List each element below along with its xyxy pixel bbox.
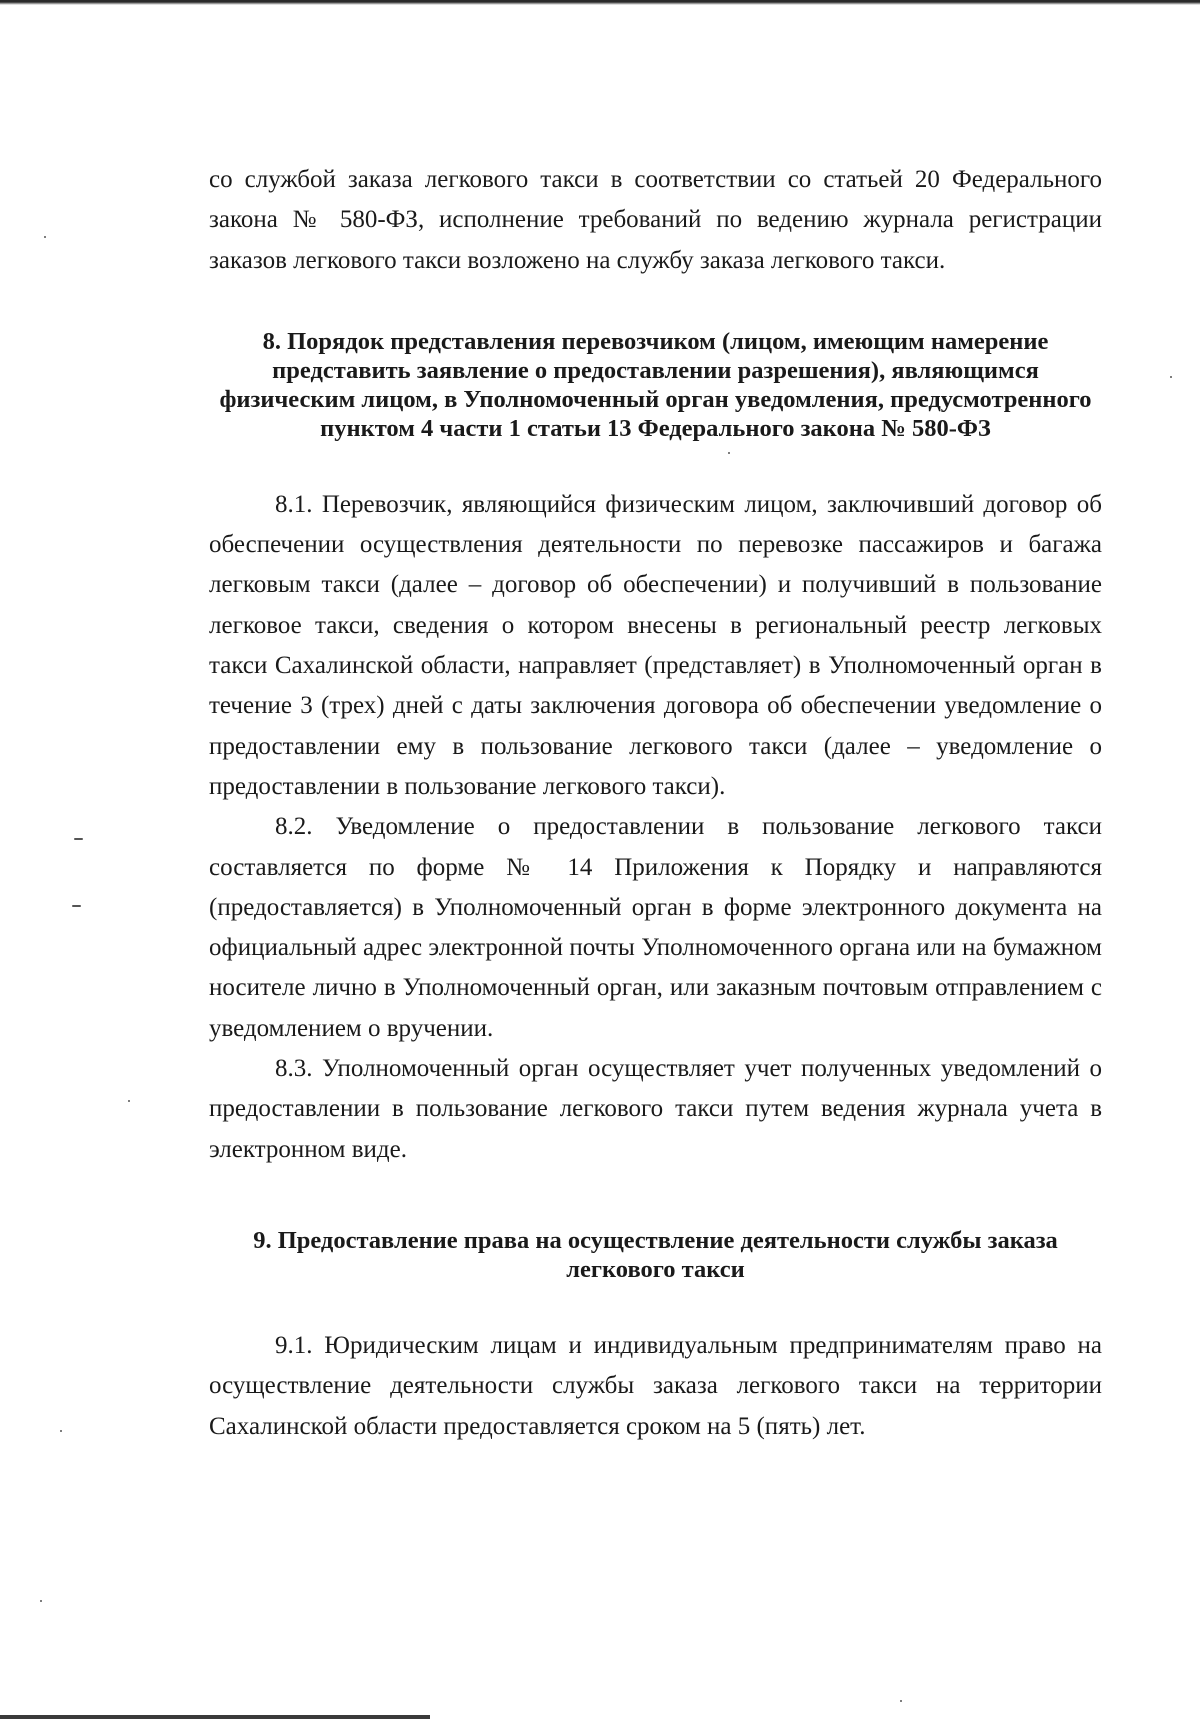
scan-speck [128,1100,130,1102]
scan-speck [900,1700,902,1702]
scan-speck [74,838,83,840]
paragraph-9-1: 9.1. Юридическим лицам и индивидуальным предпринимателям право на осуществление деятельности службы заказа легкового такси на территории Сахалинской области предоставляется сроком на 5 (пять) лет. [209,1331,1102,1440]
paragraph-8-2: 8.2. Уведомление о предоставлении в пользование легкового такси составляется по форме № 14 Приложения к Порядку и направляются (предоставляется) в Уполномоченный орган в форме электронного документа на официальный адрес электронной почты Уполномоченного органа или на бумажном носителе лично в Уполномоченный орган, или заказным почтовым отправлением с уведомлением о вручении. [209,813,1102,1042]
section-9-heading: 9. Предоставление права на осуществление деятельности службы заказа легкового такси [253,1226,1058,1283]
scan-speck [72,905,81,907]
continuation-paragraph: со службой заказа легкового такси в соответствии со статьей 20 Федерального закона № 580-ФЗ, исполнение требований по ведению журнала регистрации заказов легкового такси возложено на службу заказа легкового такси. [209,166,1102,274]
scan-speck [44,236,46,238]
paragraph-8-3: 8.3. Уполномоченный орган осуществляет учет полученных уведомлений о предоставлении в пользование легкового такси путем ведения журнала учета в электронном виде. [209,1055,1102,1163]
scan-speck [60,1430,62,1432]
scan-bottom-edge [0,1715,430,1719]
scan-speck [1170,376,1172,378]
section-8-heading: 8. Порядок представления перевозчиком (лицом, имеющим намерение представить заявление о предоставлении разрешения), являющимся физическим лицом, в Уполномоченный орган уведомления, предусмотренного пунктом 4 части 1 статьи 13 Федерального закона № 580-ФЗ [219,327,1092,442]
document-body [209,160,1102,1447]
paragraph-8-1: 8.1. Перевозчик, являющийся физическим лицом, заключивший договор об обеспечении осуществления деятельности по перевозке пассажиров и багажа легковым такси (далее – договор об обеспечении) и получивший в пользование легковое такси, сведения о котором внесены в региональный реестр легковых такси Сахалинской области, направляет (представляет) в Уполномоченный орган в течение 3 (трех) дней с даты заключения договора об обеспечении уведомление о предоставлении ему в пользование легкового такси (далее – уведомление о предоставлении в пользование легкового такси). [209,490,1102,800]
scan-top-edge [0,0,1200,5]
scan-speck [40,1600,42,1602]
